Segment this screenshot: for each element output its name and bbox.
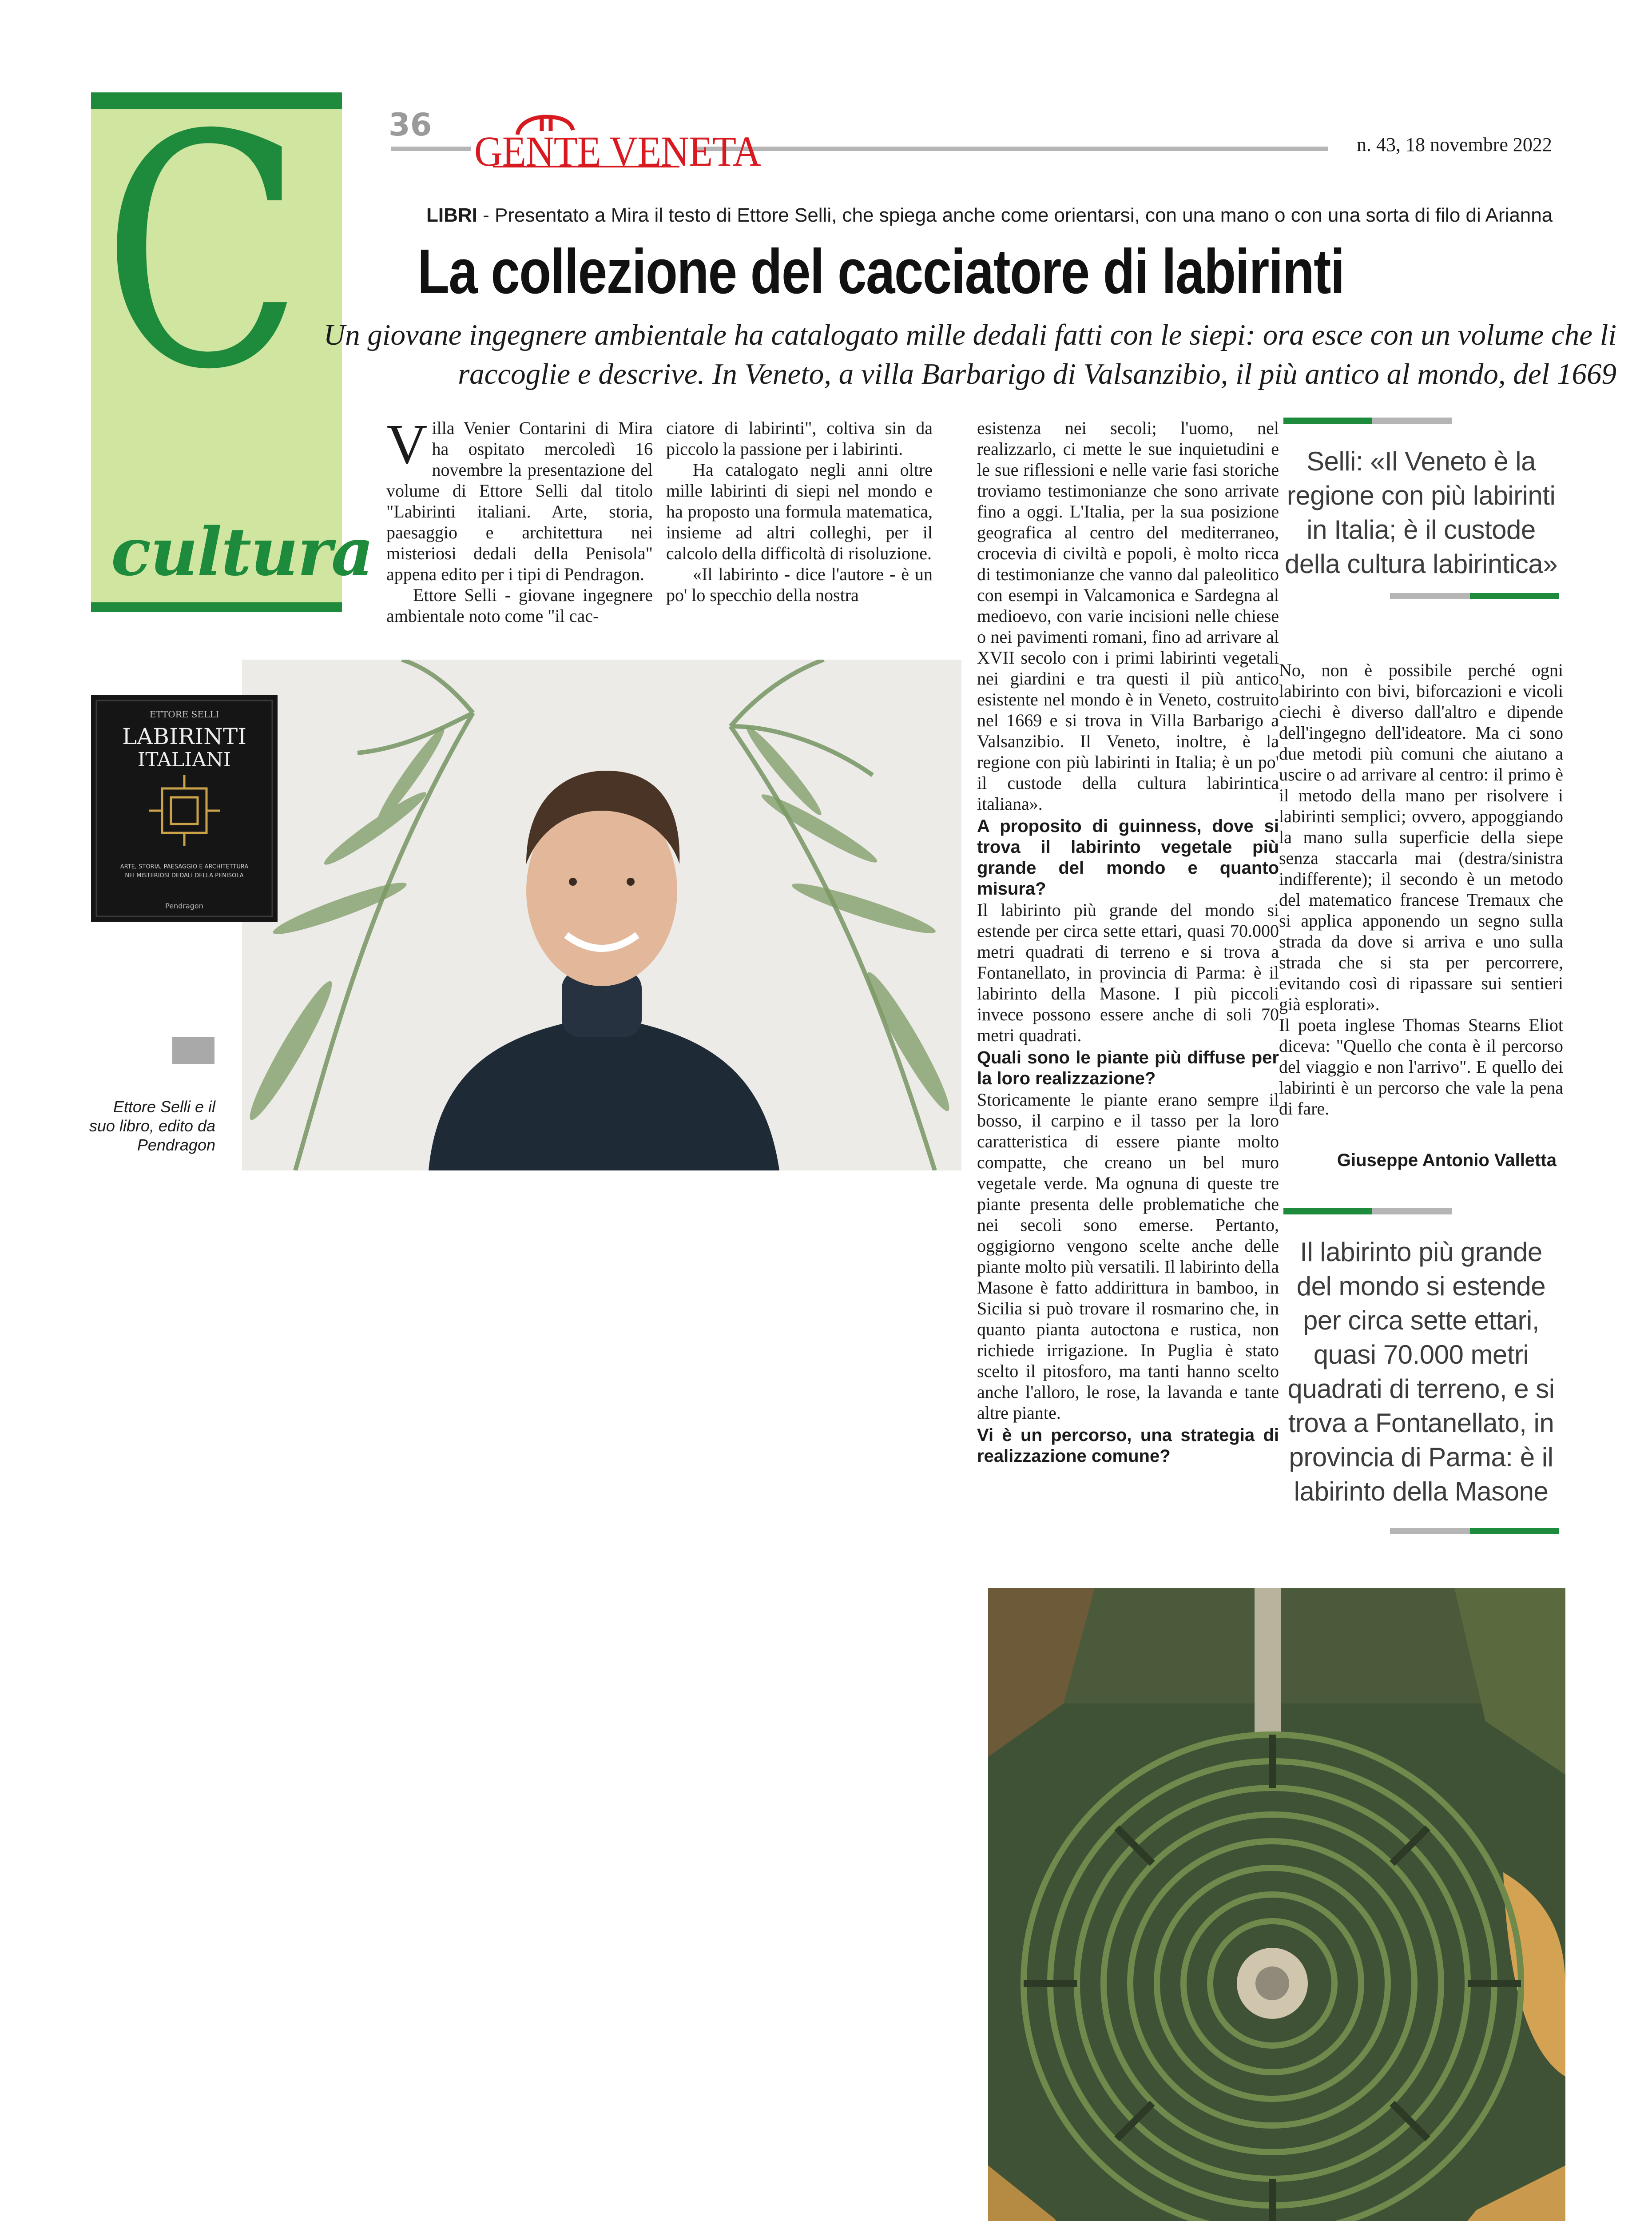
logo-text: GENTE VENETA xyxy=(474,127,761,175)
kicker xyxy=(426,204,1608,227)
portrait-photo xyxy=(242,660,961,1170)
pullquote-rule xyxy=(1470,1528,1559,1534)
kicker-label: LIBRI xyxy=(426,204,477,226)
header-rule-left xyxy=(391,147,471,151)
book-author: ETTORE SELLI xyxy=(149,709,219,720)
paragraph: Il poeta inglese Thomas Stearns Eliot diceva: "Quello che conta è il percorso del viaggio e non l'arrivo". E quello dei labirinti è un percorso che vale la pena di fare. xyxy=(1279,1015,1563,1118)
dropcap: V xyxy=(386,413,428,476)
header-rule-right xyxy=(693,147,1328,151)
pullquote-rule xyxy=(1390,1528,1470,1534)
paragraph: Ettore Selli - giovane ingegnere ambientale noto come "il cac- xyxy=(386,585,653,626)
article-column-1 xyxy=(386,413,653,626)
pullquote-rule xyxy=(1372,418,1452,424)
author-signature: Giuseppe Antonio Valletta xyxy=(1337,1150,1557,1170)
book-subtitle-2: NEI MISTERIOSI DEDALI DELLA PENISOLA xyxy=(125,872,244,879)
paragraph: No, non è possibile perché ogni labirinto con bivi, biforcazioni e vicoli ciechi è diverso dall'altro e dipende dell'ingegno dell'ideatore. Ma ci sono due metodi più comuni che aiutano a uscire o ad arrivare al centro: il primo è il metodo della mano per risolvere i labirinti semplici; ovvero, appoggiando la mano sulla superficie della siepe senza staccarla mai (destra/sinistra indifferente); il secondo è un metodo del matematico francese Tremaux che si applica apponendo un segno sulla strada da dove si arriva e uno sulla strada che si sta per percorrere, evitando così di ripassare sui sentieri già esplorati». xyxy=(1279,660,1563,1014)
book-cover-image xyxy=(91,695,278,922)
paragraph: ciatore di labirinti", coltiva sin da piccolo la passione per i labirinti. xyxy=(666,418,933,459)
pullquote-rule xyxy=(1283,1208,1372,1214)
article-column-2 xyxy=(666,418,933,605)
pullquote-rule xyxy=(1372,1208,1452,1214)
portrait-caption: Ettore Selli e il suo libro, edito da Pendragon xyxy=(89,1098,215,1154)
interview-question: Quali sono le piante più diffuse per la loro realizzazione? xyxy=(977,1048,1279,1088)
kicker-text: - Presentato a Mira il testo di Ettore Selli, che spiega anche come orientarsi, con una mano o con una sorta di filo di Arianna xyxy=(477,204,1553,226)
article-column-4 xyxy=(1279,660,1563,1119)
headline: La collezione del cacciatore di labirinti xyxy=(417,236,1344,307)
paragraph: esistenza nei secoli; l'uomo, nel realizzarlo, ci mette le sue inquietudini e le sue riflessioni e nelle varie fasi storiche troviamo testimonianze che sono arrivate fino a oggi. L'Italia, per la sua posizione geografica al centro del mediterraneo, crocevia di civiltà e popoli, è molto ricca di testimonianze che vanno dal paleolitico con esempi in Valcamonica e Sardegna al medioevo, con varie incisioni nelle chiese o nei pavimenti romani, fino ad arrivare al XVII secolo con i primi labirinti vegetali nei giardini e tra questi il più antico esistente nel mondo è in Veneto, costruito nel 1669 e si trova in Villa Barbarigo a Valsanzibio. Il Veneto, inoltre, è la regione con più labirinti in Italia; è un po' il custode della cultura labirintica italiana». xyxy=(977,418,1279,814)
book-title-2: ITALIANI xyxy=(137,748,231,771)
page-number: 36 xyxy=(389,107,432,143)
pullquote: Selli: «Il Veneto è la regione con più labirinti in Italia; è il custode della cultura labirintica» xyxy=(1284,446,1557,579)
pullquote-rule xyxy=(1283,418,1372,424)
pullquote-rule xyxy=(1470,593,1559,599)
book-subtitle-1: ARTE, STORIA, PAESAGGIO E ARCHITETTURA xyxy=(120,864,249,870)
caption-marker xyxy=(172,1037,214,1064)
paragraph: Il labirinto più grande del mondo si estende per circa sette ettari, quasi 70.000 metri quadrati di terreno e si trova a Fontanellato, in provincia di Parma: è il labirinto della Masone. I più piccoli invece possono essere anche di soli 70 metri quadrati. xyxy=(977,900,1279,1045)
issue-date: n. 43, 18 novembre 2022 xyxy=(1357,134,1552,155)
interview-question: Vi è un percorso, una strategia di realizzazione comune? xyxy=(977,1425,1279,1466)
section-letter: C xyxy=(102,67,303,439)
section-name: cultura xyxy=(111,513,373,590)
paragraph: illa Venier Contarini di Mira ha ospitato mercoledì 16 novembre la presentazione del volume di Ettore Selli dal titolo "Labirinti italiani. Arte, storia, paesaggio e architettura nei misteriosi dedali della Penisola" appena edito per i tipi di Pendragon. xyxy=(386,418,653,584)
interview-question: A proposito di guinness, dove si trova il labirinto vegetale più grande del mondo e quanto misura? xyxy=(977,816,1279,899)
book-publisher: Pendragon xyxy=(165,902,203,910)
article-column-3 xyxy=(977,418,1279,1467)
subheadline: Un giovane ingegnere ambientale ha catalogato mille dedali fatti con le siepi: ora esce con un volume che li raccoglie e descrive. In Veneto, a villa Barbarigo di Valsanzibio, il più antico al mondo, del 1669 xyxy=(323,318,1616,390)
paragraph: «Il labirinto - dice l'autore - è un po' lo specchio della nostra xyxy=(666,564,933,605)
paragraph: Storicamente le piante erano sempre il bosso, il carpino e il tasso per la loro caratteristica di essere piante molto compatte, che creano un bel muro vegetale verde. Ma ognuna di queste tre piante presenta delle problematiche che nei secoli sono emerse. Pertanto, oggigiorno vengono scelte anche delle piante molto più versatili. Il labirinto della Masone è fatto addirittura in bamboo, in Sicilia si può trovare il rosmarino che, in quanto pianta autoctona e rustica, non richiede irrigazione. In Puglia è stato scelto il pitosforo, ma tanti hanno scelto anche l'alloro, le rose, la lavanda e tante altre piante. xyxy=(977,1090,1279,1423)
paragraph: Ha catalogato negli anni oltre mille labirinti di siepi nel mondo e ha proposto una formula matematica, insieme ad altri colleghi, per il calcolo della difficoltà di risoluzione. xyxy=(666,460,933,563)
pullquote: Il labirinto più grande del mondo si estende per circa sette ettari, quasi 70.000 metri quadrati di terreno, e si trova a Fontanellato, in provincia di Parma: è il labirinto della Masone xyxy=(1287,1237,1555,1506)
pullquote-rule xyxy=(1390,593,1470,599)
book-title-1: LABIRINTI xyxy=(122,724,247,749)
maze-aerial-photo xyxy=(988,1588,1565,2221)
